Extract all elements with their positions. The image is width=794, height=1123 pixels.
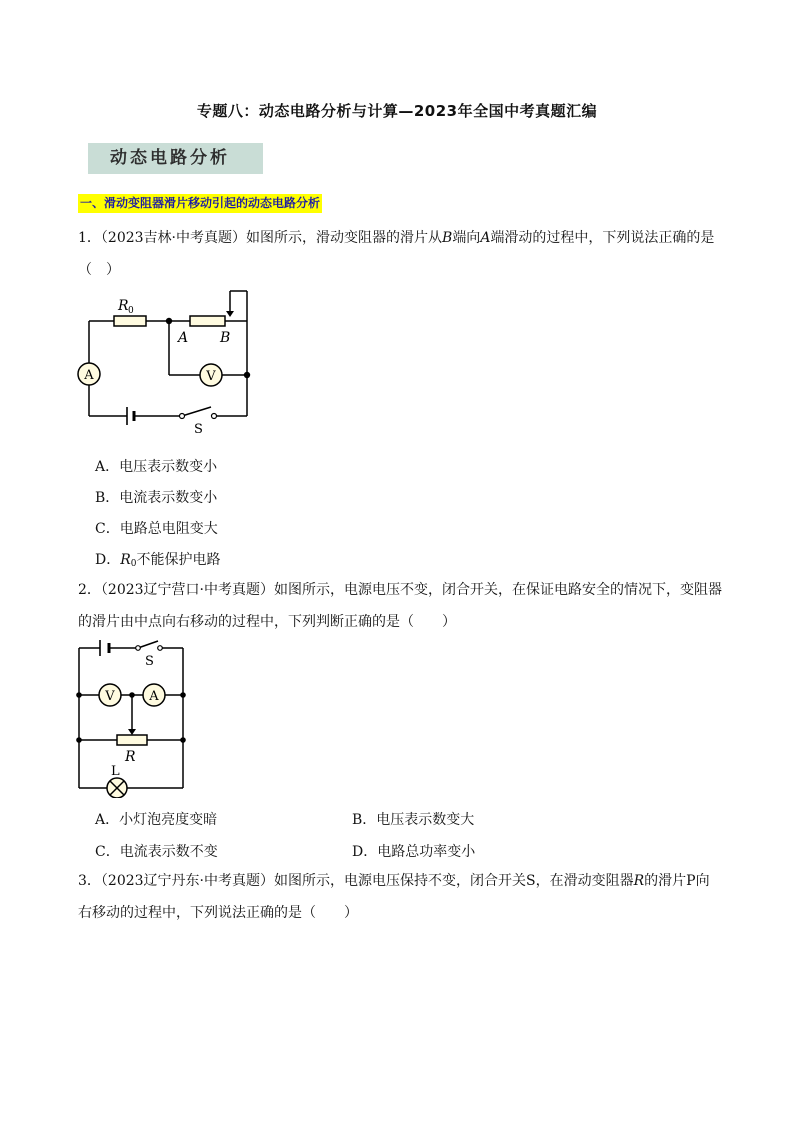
answer-blank: （ ）	[78, 262, 120, 278]
var-r0: R	[120, 552, 131, 568]
q1-option-d	[95, 549, 221, 569]
voltmeter-label: V	[105, 689, 115, 704]
q2-option-a: A．小灯泡亮度变暗	[95, 812, 218, 828]
page-title: 专题八：动态电路分析与计算—2023年全国中考真题汇编	[196, 102, 598, 120]
var-r: R	[633, 873, 645, 889]
terminal-b-label: B	[220, 330, 231, 346]
question-text: 端滑动的过程中，下列说法正确的是	[490, 230, 715, 246]
var-subscript: 0	[130, 559, 137, 569]
slider-arrow	[226, 311, 234, 317]
switch-label: S	[194, 422, 203, 435]
ammeter-label: A	[84, 368, 94, 383]
r0-label: R	[118, 298, 129, 314]
slide-rheostat	[190, 316, 225, 326]
q2-option-c: C．电流表示数不变	[95, 844, 218, 860]
question-number: 3．	[78, 873, 101, 889]
question-number: 2．	[78, 582, 101, 598]
question-text: 右移动的过程中，下列说法正确的是（ ）	[78, 905, 358, 921]
q2-option-b: B．电压表示数变大	[352, 812, 475, 828]
resistor-r0	[114, 316, 146, 326]
var-a: A	[480, 230, 491, 246]
option-letter: D．	[95, 552, 121, 568]
q1-option-b: B．电流表示数变小	[95, 490, 218, 506]
switch-label: S	[145, 654, 154, 669]
resistor-label: R	[125, 749, 136, 765]
question-number: 1．	[78, 230, 101, 246]
section-heading: 一、滑动变阻器滑片移动引起的动态电路分析	[78, 194, 322, 213]
question-2	[78, 574, 723, 638]
terminal-a-label: A	[178, 330, 189, 346]
ammeter-label: A	[149, 689, 159, 704]
q1-option-c: C．电路总电阻变大	[95, 521, 218, 537]
question-source: （2023辽宁丹东·中考真题）	[100, 873, 275, 889]
question-3	[78, 865, 723, 929]
question-text: 如图所示，电源电压不变，闭合开关，在保证电路安全的情况下，变阻器	[274, 582, 723, 598]
question-text: 如图所示，电源电压保持不变，闭合开关S，在滑动变阻器	[274, 873, 634, 889]
voltmeter-label: V	[206, 369, 216, 384]
option-text: 不能保护电路	[136, 552, 221, 568]
var-b: B	[442, 230, 453, 246]
question-text: 端向	[452, 230, 481, 246]
q2-option-d: D．电路总功率变小	[352, 844, 476, 860]
r0-subscript: 0	[128, 306, 134, 316]
circuit-diagram-1	[70, 285, 270, 435]
question-source: （2023吉林·中考真题）	[100, 230, 247, 246]
q1-option-a: A．电压表示数变小	[95, 459, 218, 475]
rheostat-r	[117, 735, 147, 745]
section-banner: 动态电路分析	[88, 143, 263, 174]
question-text: 如图所示，滑动变阻器的滑片从	[246, 230, 443, 246]
circuit-diagram-2	[70, 638, 195, 798]
lamp-label: L	[111, 764, 120, 779]
question-text: 的滑片由中点向右移动的过程中，下列判断正确的是（ ）	[78, 614, 456, 630]
question-source: （2023辽宁营口·中考真题）	[100, 582, 275, 598]
question-1	[78, 222, 723, 286]
question-text: 的滑片P向	[644, 873, 710, 889]
slider-arrow	[128, 729, 136, 735]
